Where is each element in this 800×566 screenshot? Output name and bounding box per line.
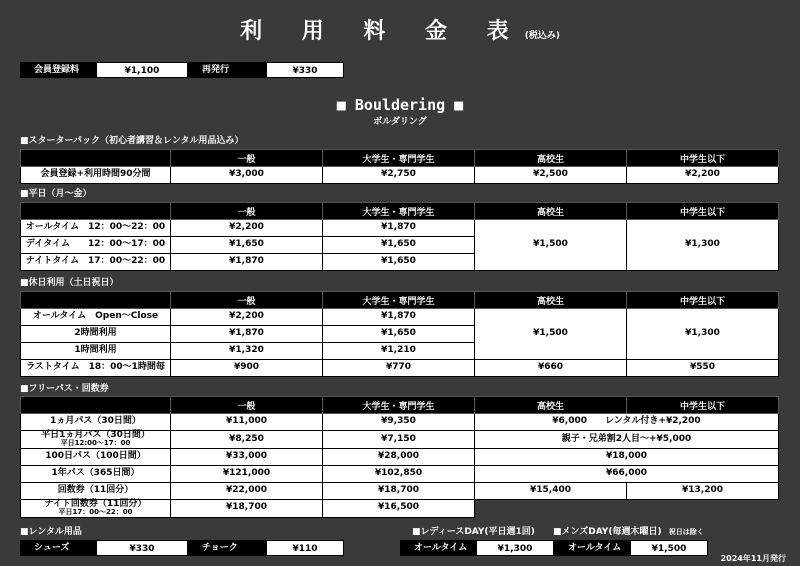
holiday-heading: ■休日利用（土日祝日） — [20, 278, 119, 288]
mens-note: 祝日は除く — [668, 528, 704, 536]
price-cell: ¥9,350 — [323, 414, 475, 431]
price-cell: ¥900 — [171, 360, 323, 377]
price-cell: ¥660 — [475, 360, 627, 377]
mens-label: オールタイム — [554, 540, 630, 556]
row-label: 平日1ヵ月パス（30日間） — [41, 430, 150, 440]
price-cell: ¥6,000 レンタル付き+¥2,200 — [475, 414, 779, 431]
holiday-table — [20, 291, 779, 377]
col-general: 一般 — [171, 292, 323, 309]
col-university: 大学生・専門学生 — [323, 203, 475, 220]
price-cell: ¥550 — [627, 360, 779, 377]
table-row — [21, 309, 779, 326]
header-blank — [21, 292, 171, 309]
table-row — [21, 431, 779, 449]
title-tax-note: (税込み) — [524, 31, 560, 41]
table-row — [21, 167, 779, 184]
header-blank — [21, 397, 171, 414]
rental-chalk-value: ¥110 — [266, 540, 344, 556]
price-cell: ¥1,870 — [171, 326, 323, 343]
col-high-school: 高校生 — [475, 292, 627, 309]
price-cell: ¥11,000 — [171, 414, 323, 431]
row-label: 1時間利用 — [21, 343, 171, 360]
price-cell: ¥1,300 — [627, 220, 779, 271]
weekday-heading: ■平日（月～金） — [20, 189, 92, 199]
col-university: 大学生・専門学生 — [323, 397, 475, 414]
price-cell: ¥1,650 — [323, 326, 475, 343]
weekday-table — [20, 202, 779, 271]
price-cell: ¥1,500 — [475, 220, 627, 271]
row-label: 回数券（11回分） — [21, 482, 171, 499]
price-cell: ¥22,000 — [171, 482, 323, 499]
top-fees — [20, 62, 344, 78]
reissue-fee-value: ¥330 — [266, 62, 344, 78]
row-label-two-line — [21, 499, 171, 517]
price-cell: ¥33,000 — [171, 448, 323, 465]
row-sublabel: 平日17：00～22：00 — [58, 508, 133, 517]
rental-heading: ■レンタル用品 — [20, 527, 82, 537]
table-row — [21, 482, 779, 499]
price-cell: ¥16,500 — [323, 499, 475, 517]
price-cell: ¥1,320 — [171, 343, 323, 360]
price-cell: ¥1,500 — [475, 309, 627, 360]
row-sublabel: 平日12:00～17：00 — [60, 439, 131, 448]
col-high-school: 高校生 — [475, 397, 627, 414]
table-row — [21, 448, 779, 465]
price-cell: ¥2,750 — [323, 167, 475, 184]
table-header-row — [21, 292, 779, 309]
col-general: 一般 — [171, 203, 323, 220]
table-row — [21, 465, 779, 482]
table-row — [21, 220, 779, 237]
col-junior: 中学生以下 — [627, 150, 779, 167]
price-cell: ¥3,000 — [171, 167, 323, 184]
rental-shoes-label: シューズ — [20, 540, 96, 556]
price-cell: ¥1,870 — [323, 220, 475, 237]
title-main: 利 用 料 金 表 — [240, 19, 525, 44]
page-title — [0, 14, 800, 45]
row-label: ナイト回数券（11回分） — [44, 498, 147, 509]
col-high-school: 高校生 — [475, 150, 627, 167]
table-row — [21, 499, 779, 517]
issue-date: 2024年11月発行 — [720, 554, 786, 563]
row-label: 100日パス（100日間） — [21, 448, 171, 465]
price-cell: ¥1,650 — [323, 237, 475, 254]
header-blank — [21, 150, 171, 167]
ladies-label: オールタイム — [400, 540, 476, 556]
row-label: ラストタイム 18：00～1時間毎 — [21, 360, 171, 377]
price-cell: ¥1,650 — [171, 237, 323, 254]
starter-table — [20, 149, 779, 184]
col-university: 大学生・専門学生 — [323, 292, 475, 309]
price-cell: ¥2,500 — [475, 167, 627, 184]
section-title: ■ Bouldering ■ — [336, 96, 464, 114]
table-header-row — [21, 397, 779, 414]
price-cell: ¥18,700 — [171, 499, 323, 517]
price-cell: ¥1,870 — [171, 254, 323, 271]
row-label: 2時間利用 — [21, 326, 171, 343]
rental-chalk-label: チョーク — [188, 540, 266, 556]
price-cell: ¥1,650 — [323, 254, 475, 271]
table-row — [21, 360, 779, 377]
price-cell: ¥2,200 — [171, 220, 323, 237]
price-cell: ¥2,200 — [627, 167, 779, 184]
mens-heading — [553, 524, 704, 537]
price-cell: ¥66,000 — [475, 465, 779, 482]
mens-heading-text: ■メンズDAY(毎週木曜日) — [553, 527, 662, 537]
price-cell: 親子・兄弟割2人目～+¥5,000 — [475, 431, 779, 449]
ladies-heading: ■レディースDAY(平日週1回) — [412, 527, 535, 537]
price-cell: ¥2,200 — [171, 309, 323, 326]
table-header-row — [21, 150, 779, 167]
row-label: オールタイム Open～Close — [21, 309, 171, 326]
rental-row — [20, 540, 344, 556]
mens-value: ¥1,500 — [630, 540, 708, 556]
col-university: 大学生・専門学生 — [323, 150, 475, 167]
col-general: 一般 — [171, 397, 323, 414]
reissue-fee-label: 再発行 — [188, 62, 266, 78]
membership-fee-value: ¥1,100 — [96, 62, 188, 78]
header-blank — [21, 203, 171, 220]
price-cell: ¥121,000 — [171, 465, 323, 482]
col-junior: 中学生以下 — [627, 292, 779, 309]
price-cell: ¥15,400 — [475, 482, 627, 499]
ladies-value: ¥1,300 — [476, 540, 554, 556]
col-junior: 中学生以下 — [627, 397, 779, 414]
row-label: デイタイム 12：00～17：00 — [21, 237, 171, 254]
table-header-row — [21, 203, 779, 220]
row-label: 会員登録+利用時間90分間 — [21, 167, 171, 184]
pass-table — [20, 396, 779, 518]
price-cell: ¥102,850 — [323, 465, 475, 482]
col-high-school: 高校生 — [475, 203, 627, 220]
starter-heading: ■スターターパック（初心者講習＆レンタル用品込み） — [20, 136, 244, 146]
col-general: 一般 — [171, 150, 323, 167]
row-label: 1年パス（365日間） — [21, 465, 171, 482]
price-cell: ¥1,300 — [627, 309, 779, 360]
row-label: 1ヵ月パス（30日間） — [21, 414, 171, 431]
price-cell: ¥18,000 — [475, 448, 779, 465]
row-label: オールタイム 12：00～22：00 — [21, 220, 171, 237]
row-label: ナイトタイム 17：00～22：00 — [21, 254, 171, 271]
membership-fee-label: 会員登録料 — [20, 62, 96, 78]
row-label-two-line — [21, 431, 171, 449]
price-cell: ¥770 — [323, 360, 475, 377]
rental-shoes-value: ¥330 — [96, 540, 188, 556]
col-junior: 中学生以下 — [627, 203, 779, 220]
empty-cell — [475, 499, 779, 517]
section-subtitle: ボルダリング — [373, 117, 427, 127]
special-days-row — [400, 540, 708, 556]
pass-heading: ■フリーパス・回数券 — [20, 384, 109, 394]
price-cell: ¥28,000 — [323, 448, 475, 465]
price-cell: ¥18,700 — [323, 482, 475, 499]
price-cell: ¥1,210 — [323, 343, 475, 360]
table-row — [21, 414, 779, 431]
price-cell: ¥7,150 — [323, 431, 475, 449]
price-cell: ¥13,200 — [627, 482, 779, 499]
price-cell: ¥8,250 — [171, 431, 323, 449]
price-cell: ¥1,870 — [323, 309, 475, 326]
